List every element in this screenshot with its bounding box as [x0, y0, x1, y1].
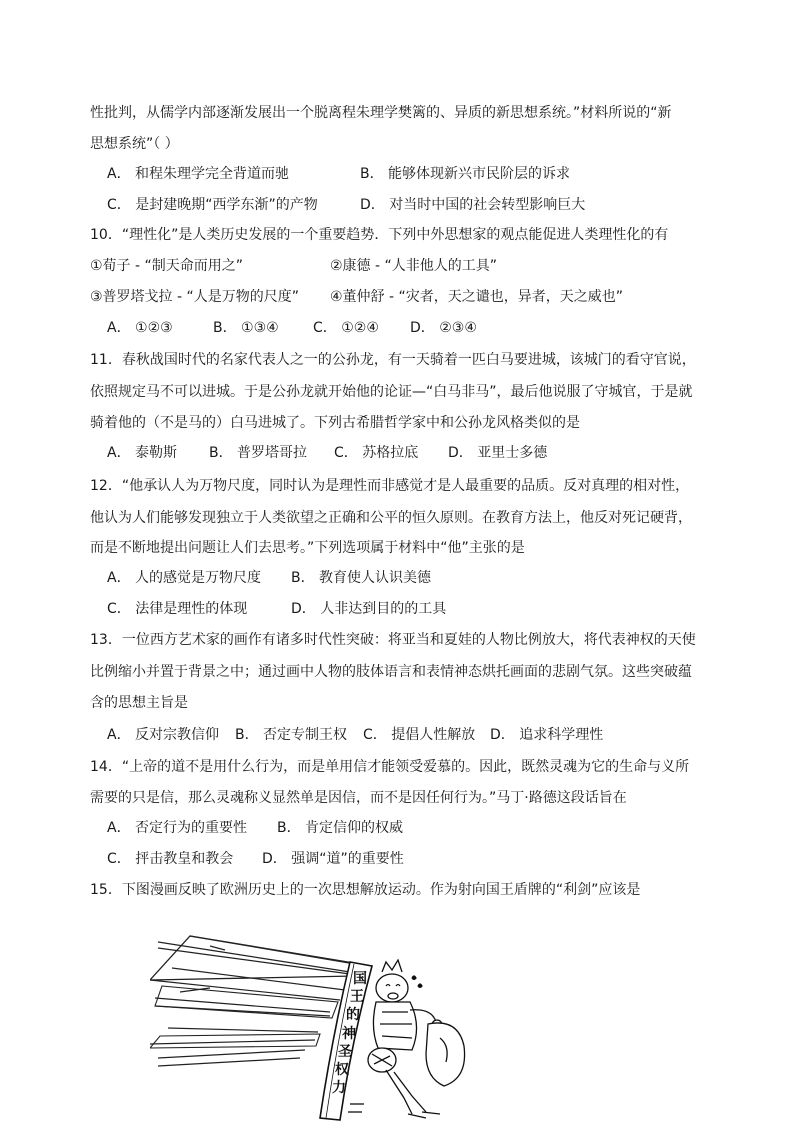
q12-stem-line-3: 而是不断地提出问题让人们去思考。”下列选项属于材料中“他”主张的是	[90, 540, 525, 556]
q10-option-b[interactable]: B． ①③④	[213, 320, 279, 336]
q12-stem-line-2: 他认为人们能够发现独立于人类欲望之正确和公平的恒久原则。在教育方法上，他反对死记硬背，	[90, 510, 692, 526]
q12-stem-line-1: 12．“他承认人为万物尺度，同时认为是理性而非感觉才是人最重要的品质。反对真理的相对性，	[90, 478, 690, 494]
q13-stem-line-3: 含的思想主旨是	[90, 695, 188, 711]
shield-char-6: 权	[335, 1062, 349, 1078]
q10-stem: 10．“理性化”是人类历史发展的一个重要趋势．下列中外思想家的观点能促进人类理性化的有	[90, 227, 669, 243]
q13-option-c[interactable]: C． 提倡人性解放	[363, 727, 476, 743]
q14-option-a[interactable]: A． 否定行为的重要性	[107, 820, 248, 836]
q10-option-a[interactable]: A． ①②③	[107, 320, 173, 336]
second-sword-blade	[155, 986, 338, 1018]
q12-option-a[interactable]: A． 人的感觉是万物尺度	[107, 570, 262, 586]
q11-option-d[interactable]: D． 亚里士多德	[448, 445, 548, 461]
q9-option-b[interactable]: B． 能够体现新兴市民阶层的诉求	[360, 166, 571, 182]
q15-stem: 15．下图漫画反映了欧洲历史上的一次思想解放运动。作为射向国王盾牌的“利剑”应该是	[90, 882, 641, 898]
q14-option-b[interactable]: B． 肯定信仰的权威	[277, 820, 404, 836]
q13-stem-line-1: 13．一位西方艺术家的画作有诸多时代性突破：将亚当和夏娃的人物比例放大，将代表神权的天使	[90, 632, 696, 648]
q11-stem-line-3: 骑着他的（不是马的）白马进城了。下列古希腊哲学家中和公孙龙风格类似的是	[90, 415, 580, 431]
q14-stem-line-1: 14．“上帝的道不是用什么行为，而是单用信才能领受爱慕的。因此，既然灵魂为它的生命与义所	[90, 759, 690, 775]
q11-option-c[interactable]: C． 苏格拉底	[334, 445, 419, 461]
q12-option-c[interactable]: C． 法律是理性的体现	[107, 601, 248, 617]
shield-char-2: 王	[350, 989, 364, 1005]
q9-option-a[interactable]: A． 和程朱理学完全背道而驰	[107, 166, 290, 182]
q10-item-1: ①荀子 - “制天命而用之”	[90, 258, 244, 274]
q10-option-c[interactable]: C． ①②④	[313, 320, 379, 336]
shield-char-3: 的	[346, 1007, 360, 1023]
q11-option-a[interactable]: A． 泰勒斯	[107, 445, 178, 461]
q14-stem-line-2: 需要的只是信，那么灵魂称义显然单是因信，而不是因任何行为。”马丁·路德这段话旨在	[90, 790, 627, 806]
q12-option-d[interactable]: D． 人非达到目的的工具	[291, 601, 447, 617]
q14-option-d[interactable]: D． 强调“道”的重要性	[262, 851, 404, 867]
q11-option-b[interactable]: B． 普罗塔哥拉	[209, 445, 308, 461]
q13-stem-line-2: 比例缩小并置于背景之中；通过画中人物的肢体语言和表情神态烘托画面的悲剧气氛。这些突破蕴	[90, 664, 692, 680]
q10-option-d[interactable]: D． ②③④	[410, 320, 477, 336]
cartoon-illustration	[150, 928, 470, 1123]
q13-option-b[interactable]: B． 否定专制王权	[235, 727, 348, 743]
q9-stem-line-1: 性批判，从儒学内部逐渐发展出一个脱离程朱理学樊篱的、异质的新思想系统。”材料所说的“新	[90, 105, 672, 121]
q9-stem-line-2: 思想系统”（ ）	[90, 136, 179, 152]
shield-char-5: 圣	[338, 1044, 352, 1060]
q12-option-b[interactable]: B． 教育使人认识美德	[291, 570, 432, 586]
q10-item-2: ②康德 - “人非他人的工具”	[330, 258, 498, 274]
shield-char-7: 力	[332, 1080, 346, 1096]
main-sword-blade	[150, 936, 360, 980]
q14-option-c[interactable]: C． 抨击教皇和教会	[107, 851, 234, 867]
cartoon-svg	[150, 928, 470, 1123]
q10-item-4: ④董仲舒 - “灾者，天之谴也，异者，天之威也”	[330, 289, 624, 305]
shield-char-4: 神	[342, 1026, 356, 1042]
q9-option-d[interactable]: D． 对当时中国的社会转型影响巨大	[360, 197, 586, 213]
shield-char-1: 国	[353, 971, 367, 987]
q10-item-3: ③普罗塔戈拉 - “人是万物的尺度”	[90, 289, 300, 305]
q9-option-c[interactable]: C． 是封建晚期“西学东渐”的产物	[107, 197, 318, 213]
q11-stem-line-1: 11．春秋战国时代的名家代表人之一的公孙龙，有一天骑着一匹白马要进城，该城门的看守官说，	[90, 352, 696, 368]
q13-option-d[interactable]: D． 追求科学理性	[490, 727, 604, 743]
q13-option-a[interactable]: A． 反对宗教信仰	[107, 727, 220, 743]
q11-stem-line-2: 依照规定马不可以进城。于是公孙龙就开始他的论证—“白马非马”，最后他说服了守城官，于是就	[90, 384, 693, 400]
